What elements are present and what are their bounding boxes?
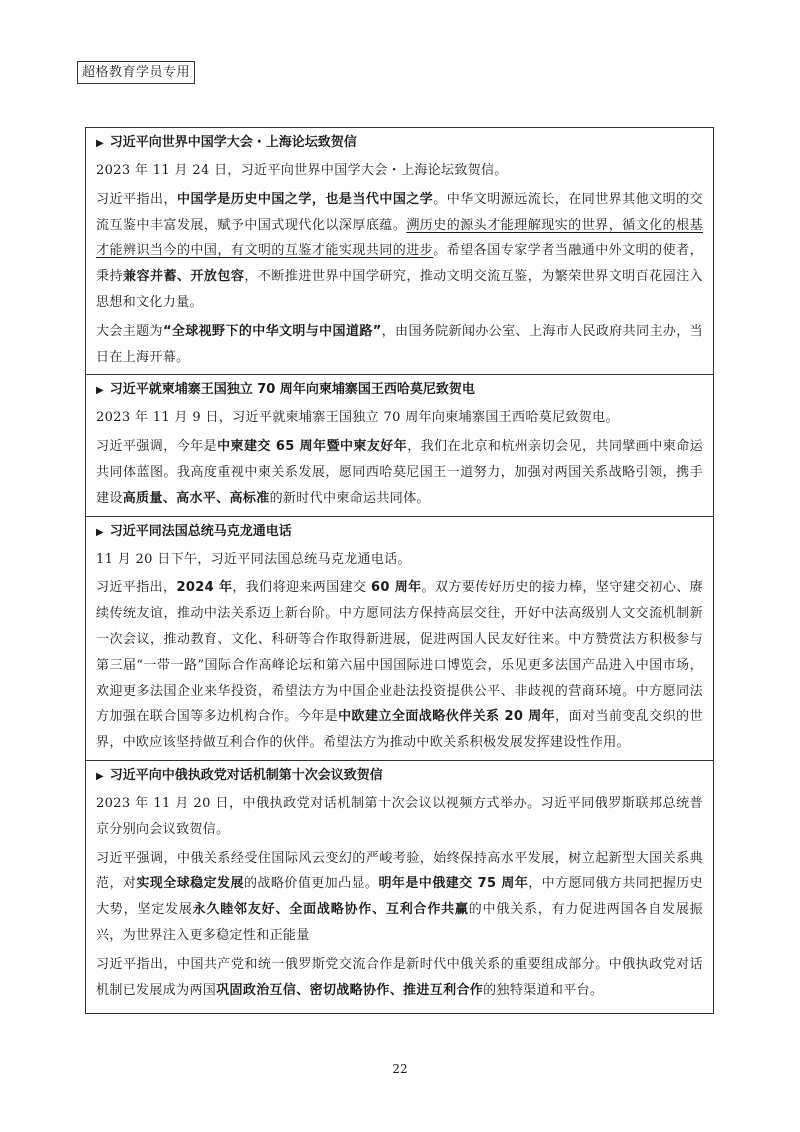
- triangle-bullet-icon: ▶: [96, 138, 104, 149]
- section-paragraph: [96, 405, 703, 431]
- section-paragraph: [96, 187, 703, 316]
- section-paragraph: [96, 547, 703, 573]
- text-run: 的独特渠道和平台。: [483, 982, 604, 998]
- section-paragraph: [96, 846, 703, 949]
- section-title-text: 习近平就柬埔寨王国独立 70 周年向柬埔寨国王西哈莫尼致贺电: [109, 382, 475, 398]
- bold-text: 实现全球稳定发展: [136, 876, 244, 892]
- section-title-text: 习近平同法国总统马克龙通电话: [109, 523, 292, 539]
- section-title: [96, 378, 703, 402]
- text-run: 的中俄关系，有力促进两国各自发展振兴，为世界注入更多稳定性和正能量: [96, 902, 703, 943]
- section-title-text: 习近平向中俄执政党对话机制第十次会议致贺信: [109, 767, 383, 783]
- section-paragraph: [96, 791, 703, 843]
- section-title: [96, 520, 703, 544]
- text-run: 。中华文明源远流长，在同世界其他文明的交流互鉴中丰富发展，赋予中国式现代化以深厚底蕴。: [96, 191, 703, 233]
- news-section: [86, 375, 713, 516]
- news-section: [86, 128, 713, 375]
- text-run: ，不断推进世界中国学研究，推动文明交流互鉴，为繁荣世界文明百花园注入思想和文化力量。: [96, 269, 703, 310]
- triangle-bullet-icon: ▶: [96, 526, 104, 538]
- text-run: 习近平指出，: [96, 580, 177, 596]
- bold-text: 明年是中俄建交 75 周年: [378, 876, 529, 892]
- text-run: 习近平强调，今年是: [96, 439, 218, 455]
- text-run: 大会主题为: [96, 323, 163, 339]
- page-number: 22: [392, 1062, 408, 1076]
- bold-text: “全球视野下的中华文明与中国道路”: [162, 323, 382, 339]
- bold-text: 2024 年: [176, 580, 233, 596]
- bold-text: 巩固政治互信、密切战略协作、推进互利合作: [216, 982, 484, 998]
- news-section: [86, 517, 713, 761]
- bold-text: 高质量、高水平、高标准: [122, 490, 270, 506]
- text-run: 11 月 20 日下午，习近平同法国总统马克龙通电话。: [96, 551, 411, 567]
- text-run: 习近平强调，中俄关系经受住国际风云变幻的严峻考验，始终保持高水平发展，树立起新型大国关系典范，对: [96, 850, 703, 892]
- section-title: [96, 764, 703, 788]
- text-run: ，面对当前变乱交织的世界，中欧应该坚持做互利合作的伙伴。希望法方为推动中欧关系积极发展发挥建设性作用。: [96, 709, 703, 751]
- section-paragraph: [96, 319, 703, 371]
- bold-text: 中国学是历史中国之学，也是当代中国之学: [176, 191, 434, 207]
- section-paragraph: [96, 952, 703, 1004]
- triangle-bullet-icon: ▶: [96, 385, 104, 397]
- underlined-text: 溯历史的源头才能理解现实的世界，循文化的根基才能辨识当今的中国，有文明的互鉴才能实现共同的进步: [96, 217, 703, 259]
- document-label: 超格教育学员专用: [77, 61, 195, 84]
- text-run: 的战略价值更加凸显。: [243, 876, 379, 892]
- text-run: 习近平指出，: [96, 191, 177, 207]
- bold-text: 60 周年: [370, 580, 422, 596]
- text-run: 的新时代中柬命运共同体。: [269, 490, 430, 506]
- section-paragraph: [96, 434, 703, 511]
- text-run: 2023 年 11 月 20 日，中俄执政党对话机制第十次会议以视频方式举办。习近平同俄罗斯联邦总统普京分别向会议致贺信。: [96, 795, 703, 837]
- text-run: 。双方要传好历史的接力棒，坚守建交初心、赓续传统友谊，推动中法关系迈上新台阶。中方愿同法方保持高层交往，开好中法高级别人文交流机制新一次会议，推动教育、文化、科研等合作取得新进展，促进两国人民友好往来。中方赞赏法方积极参与第三届“一带一路”国际合作高峰论坛和第六届中国国际进口博览会，乐见更多法国产品进入中国市场，欢迎更多法国企业来华投资，希望法方为中国企业赴法投资提供公平、非歧视的营商环境。中方愿同法方加强在联合国等多边机构合作。今年是: [96, 580, 703, 725]
- bold-text: 永久睦邻友好、全面战略协作、互利合作共赢: [192, 902, 469, 918]
- news-table: [85, 127, 714, 1014]
- text-run: ，我们将迎来两国建交: [232, 580, 371, 596]
- text-run: 2023 年 11 月 9 日，习近平就柬埔寨王国独立 70 周年向柬埔寨国王西哈莫尼致贺电。: [96, 410, 619, 426]
- news-section: [86, 761, 713, 1013]
- triangle-bullet-icon: ▶: [96, 770, 104, 782]
- bold-text: 兼容并蓄、开放包容: [122, 269, 245, 285]
- section-paragraph: [96, 158, 703, 184]
- text-run: 习近平指出，中国共产党和统一俄罗斯党交流合作是新时代中俄关系的重要组成部分。中俄执政党对话机制已发展成为两国: [96, 956, 703, 998]
- bold-text: 中柬建交 65 周年暨中柬友好年: [217, 439, 408, 455]
- bold-text: 中欧建立全面战略伙伴关系 20 周年: [338, 709, 556, 725]
- text-run: ，中方愿同俄方共同把握历史大势，坚定发展: [96, 876, 703, 918]
- section-title: [96, 131, 703, 155]
- section-title-text: 习近平向世界中国学大会・上海论坛致贺信: [109, 135, 357, 150]
- text-run: ，我们在北京和杭州亲切会见，共同擘画中柬命运共同体蓝图。我高度重视中柬关系发展，愿同西哈莫尼国王一道努力，加强对两国关系战略引领，携手建设: [96, 439, 703, 506]
- text-run: 2023 年 11 月 24 日，习近平向世界中国学大会・上海论坛致贺信。: [96, 163, 508, 178]
- text-run: 。希望各国专家学者当融通中外文明的使者，秉持: [96, 243, 703, 285]
- section-paragraph: [96, 575, 703, 756]
- text-run: ，由国务院新闻办公室、上海市人民政府共同主办，当日在上海开幕。: [96, 323, 703, 365]
